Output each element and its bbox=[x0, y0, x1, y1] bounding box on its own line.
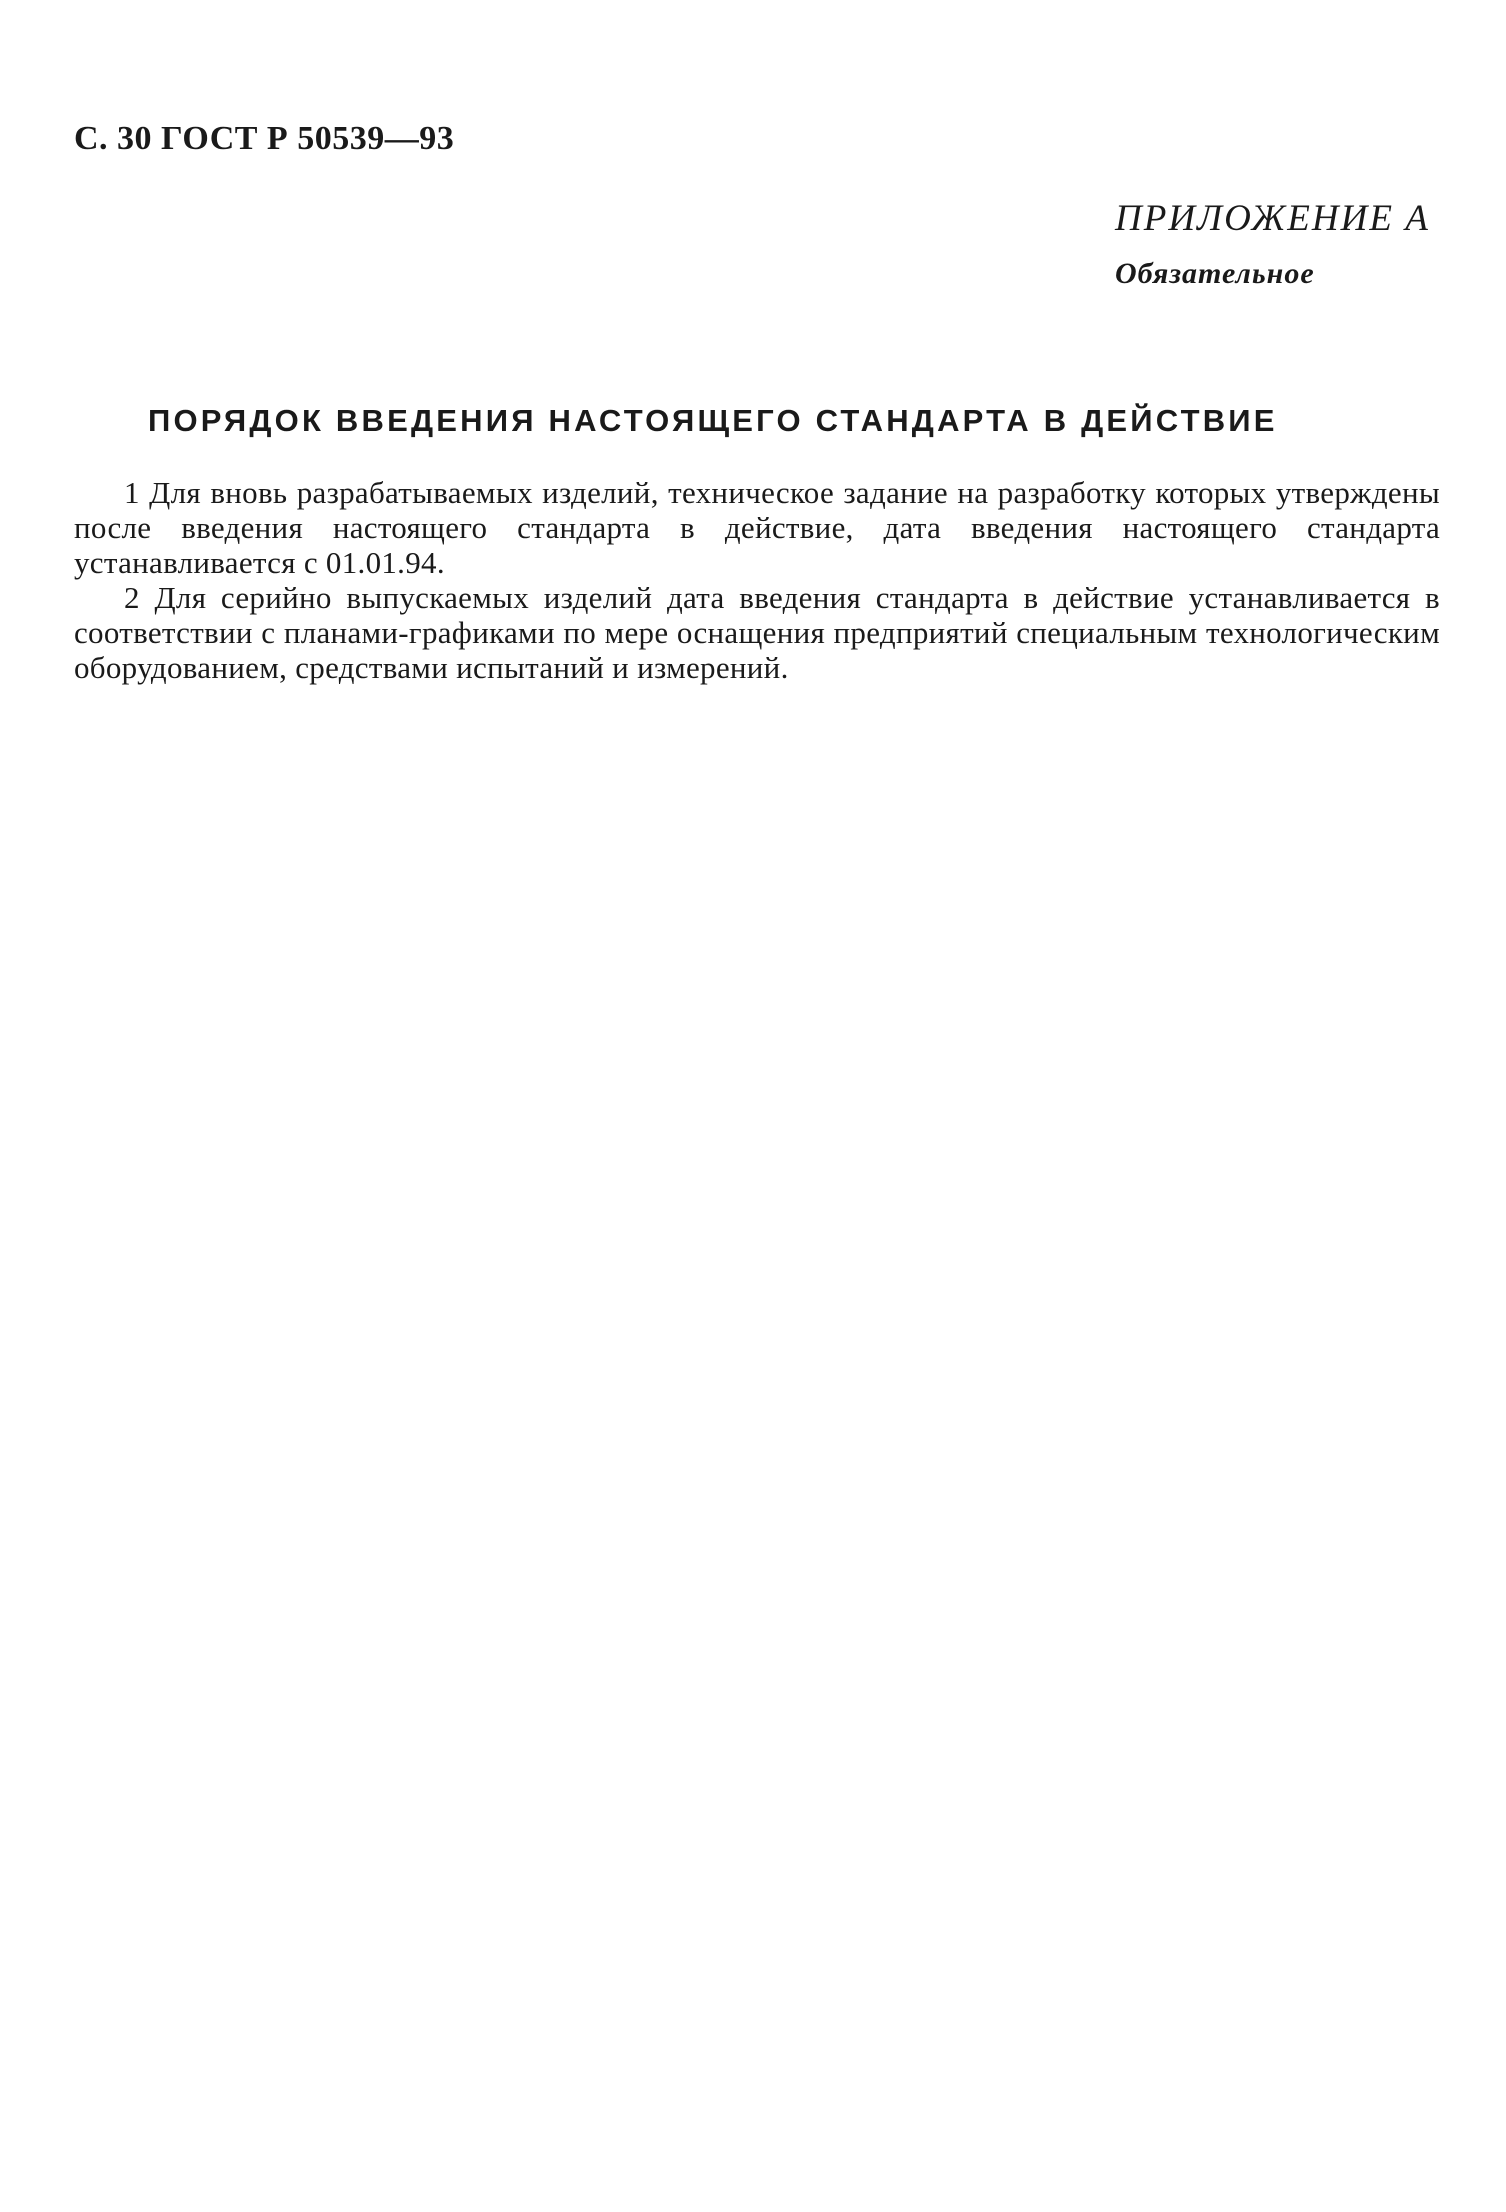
appendix-label: ПРИЛОЖЕНИЕ А bbox=[1115, 198, 1430, 239]
body-text bbox=[74, 475, 1440, 685]
appendix-status: Обязательное bbox=[1115, 257, 1315, 290]
appendix-block bbox=[1115, 200, 1430, 289]
section-title: ПОРЯДОК ВВЕДЕНИЯ НАСТОЯЩЕГО СТАНДАРТА В ДЕЙСТВИЕ bbox=[148, 403, 1278, 438]
page-header: С. 30 ГОСТ Р 50539—93 bbox=[74, 120, 455, 157]
paragraph-1: 1 Для вновь разрабатываемых изделий, техническое задание на разработку которых утверждены после введения настоящего стандарта в действие, дата введения настоящего стандарта устанавливается с 01.01.94. bbox=[74, 475, 1440, 580]
paragraph-2: 2 Для серийно выпускаемых изделий дата введения стандарта в действие устанавливается в соответствии с планами-графиками по мере оснащения предприятий специальным технологическим оборудованием, средствами испытаний и измерений. bbox=[74, 580, 1440, 685]
